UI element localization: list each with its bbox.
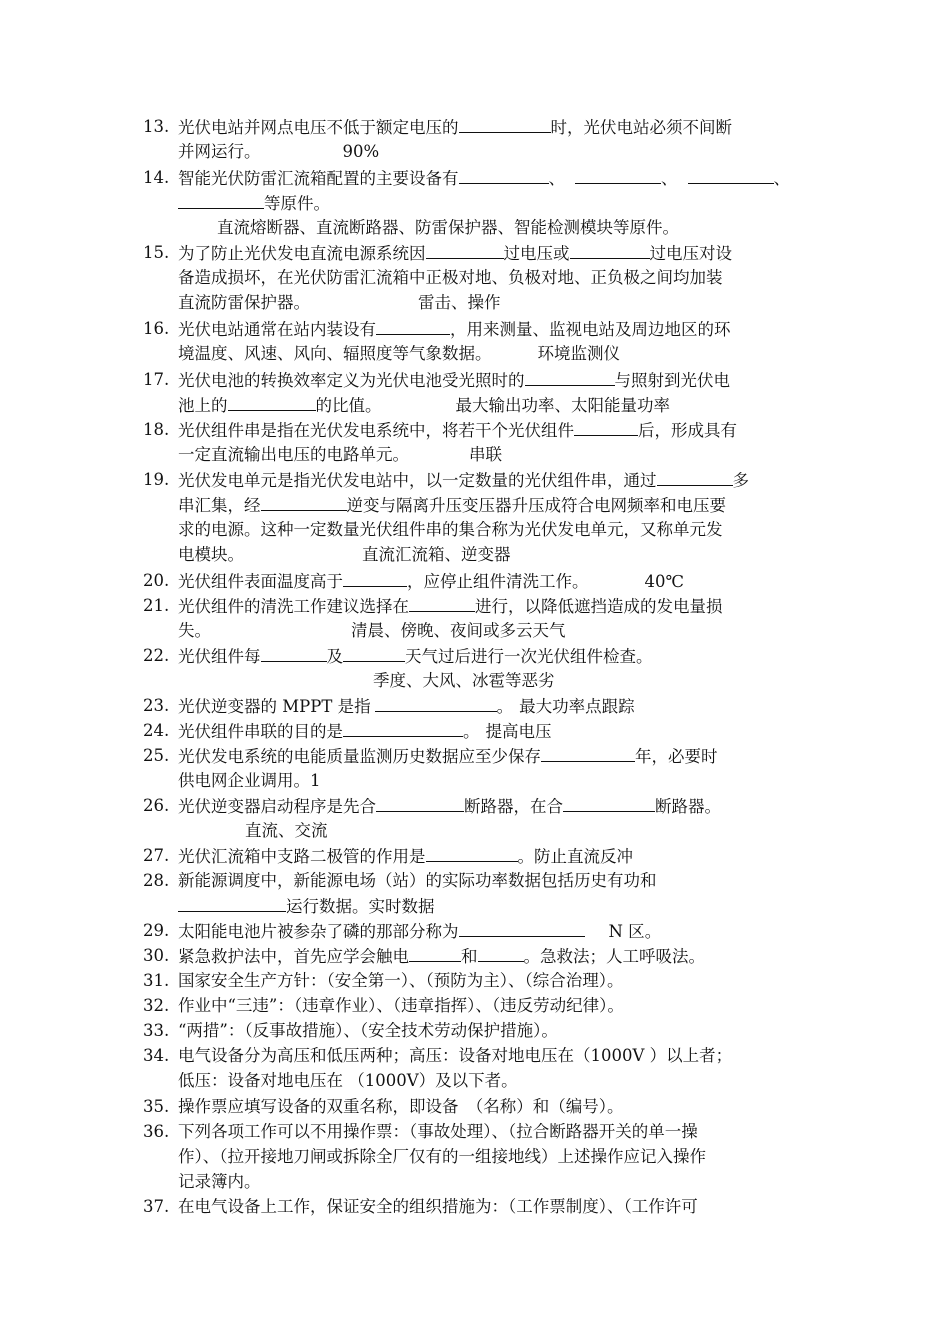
answer-blank [563, 793, 655, 812]
answer-blank [178, 190, 264, 209]
question-number: 31. [143, 971, 170, 990]
answer-blank [688, 165, 774, 184]
answer-text: 直流汇流箱、逆变器 [362, 545, 511, 564]
answer-blank [178, 893, 286, 912]
answer-blank [228, 392, 316, 411]
answer-blank [525, 367, 615, 386]
question-text: 作）、（拉开接地刀闸或拆除全厂仅有的一组接地线）上述操作应记入操作 [178, 1147, 706, 1166]
question-text: 为了防止光伏发电直流电源系统因 [178, 244, 426, 263]
question-text: 多 [732, 471, 749, 490]
question-text: 光伏电站并网点电压不低于额定电压的 [178, 118, 459, 137]
question-text: 光伏组件表面温度高于 [178, 572, 343, 591]
question-text: 后，形成具有 [638, 421, 737, 440]
answer-text: 雷击、操作 [418, 293, 501, 312]
question-text: 国家安全生产方针：（安全第一）、（预防为主）、（综合治理）。 [178, 971, 624, 990]
answer-blank [657, 467, 733, 486]
question-text: 备造成损坏，在光伏防雷汇流箱中正极对地、负极对地、正负极之间均加装 [178, 268, 723, 287]
question-text: 光伏汇流箱中支路二极管的作用是 [178, 847, 426, 866]
answer-blank [478, 943, 524, 962]
answer-blank [261, 492, 347, 511]
question-number: 24. [143, 721, 170, 740]
question-text: 光伏发电单元是指光伏发电站中，以一定数量的光伏组件串，通过 [178, 471, 657, 490]
question-text: 作业中“三违”：（违章作业）、（违章指挥）、（违反劳动纪律）。 [178, 996, 624, 1015]
question-number: 14. [143, 168, 170, 187]
question-text: 天气过后进行一次光伏组件检查。 [405, 647, 653, 666]
answer-text: N 区 [608, 922, 645, 941]
question-text: 进行，以降低遮挡造成的发电量损 [475, 597, 723, 616]
question-text: 太阳能电池片被参杂了磷的那部分称为 [178, 922, 459, 941]
answer-blank [376, 793, 464, 812]
answer-blank [541, 743, 635, 762]
question-number: 27. [143, 846, 170, 865]
question-text: 操作票应填写设备的双重名称，即设备 （名称）和（编号）。 [178, 1097, 624, 1116]
question-text: 时，光伏电站必须不间断 [550, 118, 732, 137]
question-number: 36. [143, 1122, 170, 1141]
question-text: 光伏组件每 [178, 647, 261, 666]
question-text: 断路器，在合 [464, 797, 563, 816]
separator: 、 [773, 169, 790, 188]
question-text: 光伏组件串是指在光伏发电系统中，将若干个光伏组件 [178, 421, 574, 440]
question-number: 17. [143, 370, 170, 389]
question-text: 境温度、风速、风向、辐照度等气象数据。 [178, 344, 492, 363]
question-text: 运行数据。实时数据 [286, 897, 435, 916]
answer-blank [426, 240, 504, 259]
question-number: 16. [143, 319, 170, 338]
question-number: 37. [143, 1197, 170, 1216]
answer-blank [574, 417, 638, 436]
question-text: 与照射到光伏电 [614, 371, 730, 390]
answer-blank [459, 114, 551, 133]
question-text: 过电压或 [503, 244, 570, 263]
question-number: 21. [143, 596, 170, 615]
answer-text: 季度、大风、冰雹等恶劣 [373, 671, 555, 690]
question-text: 光伏电池的转换效率定义为光伏电池受光照时的 [178, 371, 525, 390]
question-number: 26. [143, 796, 170, 815]
question-text: 失。 [178, 621, 211, 640]
question-text: 光伏逆变器的 MPPT 是指 [178, 697, 371, 716]
answer-text: 直流、交流 [245, 821, 328, 840]
question-number: 32. [143, 996, 170, 1015]
question-text: 智能光伏防雷汇流箱配置的主要设备有 [178, 169, 459, 188]
answer-blank [575, 165, 661, 184]
answer-blank [409, 593, 475, 612]
question-text: ，用来测量、监视电站及周边地区的环 [450, 320, 731, 339]
answer-blank [570, 240, 650, 259]
answer-text: 串联 [469, 445, 502, 464]
separator: 、 [661, 169, 678, 188]
question-text: 光伏组件串联的目的是 [178, 722, 343, 741]
answer-blank [409, 943, 461, 962]
question-text: 新能源调度中，新能源电场（站）的实际功率数据包括历史有功和 [178, 871, 657, 890]
question-text: 。 [644, 922, 662, 941]
answer-blank [426, 843, 518, 862]
question-number: 34. [143, 1046, 170, 1065]
answer-text: 90% [342, 142, 380, 161]
question-text: 电模块。 [178, 545, 244, 564]
answer-blank [376, 316, 450, 335]
answer-text: 环境监测仪 [537, 344, 620, 363]
answer-text: 直流熔断器、直流断路器、防雷保护器、智能检测模块等原件。 [217, 218, 679, 237]
separator: 、 [548, 169, 565, 188]
question-number: 35. [143, 1097, 170, 1116]
question-text: “两措”：（反事故措施）、（安全技术劳动保护措施）。 [178, 1021, 558, 1040]
answer-blank [343, 718, 463, 737]
question-number: 18. [143, 420, 170, 439]
question-number: 23. [143, 696, 170, 715]
question-text: 和 [461, 947, 478, 966]
question-text: 光伏组件的清洗工作建议选择在 [178, 597, 409, 616]
question-text: 等原件。 [264, 194, 330, 213]
question-text: 。防止直流反冲 [517, 847, 633, 866]
question-number: 30. [143, 946, 170, 965]
question-text: 。急救法；人工呼吸法。 [523, 947, 705, 966]
question-text: 低压：设备对地电压在 （1000V）及以下者。 [178, 1071, 518, 1090]
question-text: 并网运行。 [178, 142, 261, 161]
question-number: 29. [143, 921, 170, 940]
question-text: 供电网企业调用。1 [178, 771, 321, 790]
question-text: 及 [326, 647, 343, 666]
question-text: 逆变与隔离升压变压器升压成符合电网频率和电压要 [346, 496, 726, 515]
question-text: ，应停止组件清洗工作。 [407, 572, 589, 591]
question-number: 28. [143, 871, 170, 890]
question-number: 15. [143, 243, 170, 262]
answer-text: 清晨、傍晚、夜间或多云天气 [351, 621, 566, 640]
question-text: 。 [463, 722, 480, 741]
question-text: 电气设备分为高压和低压两种；高压：设备对地电压在（1000V ）以上者； [178, 1046, 733, 1065]
question-text: 年，必要时 [635, 747, 718, 766]
answer-blank [343, 643, 405, 662]
question-text: 紧急救护法中，首先应学会触电 [178, 947, 409, 966]
answer-blank [459, 165, 549, 184]
answer-text: 提高电压 [485, 722, 552, 741]
question-text: 过电压对设 [649, 244, 732, 263]
question-text: 记录簿内。 [178, 1172, 261, 1191]
question-text: 光伏逆变器启动程序是先合 [178, 797, 376, 816]
answer-text: 最大输出功率、太阳能量功率 [455, 396, 670, 415]
question-number: 19. [143, 470, 170, 489]
question-text: 的比值。 [315, 396, 382, 415]
question-number: 25. [143, 746, 170, 765]
question-number: 22. [143, 646, 170, 665]
question-text: 池上的 [178, 396, 228, 415]
question-text: 求的电源。这种一定数量光伏组件串的集合称为光伏发电单元，又称单元发 [178, 520, 723, 539]
answer-text: 最大功率点跟踪 [519, 697, 635, 716]
question-text: 串汇集，经 [178, 496, 261, 515]
question-text: 断路器。 [655, 797, 721, 816]
answer-blank [261, 643, 327, 662]
question-text: 一定直流输出电压的电路单元。 [178, 445, 409, 464]
answer-blank [343, 568, 407, 587]
question-text: 直流防雷保护器。 [178, 293, 310, 312]
answer-blank [459, 918, 585, 937]
answer-text: 40℃ [644, 572, 684, 591]
question-number: 33. [143, 1021, 170, 1040]
question-number: 20. [143, 571, 170, 590]
question-text: 。 [496, 697, 514, 716]
question-text: 光伏发电系统的电能质量监测历史数据应至少保存 [178, 747, 541, 766]
question-text: 在电气设备上工作，保证安全的组织措施为：（工作票制度）、（工作许可 [178, 1197, 698, 1216]
question-text: 光伏电站通常在站内装设有 [178, 320, 376, 339]
question-text: 下列各项工作可以不用操作票：（事故处理）、（拉合断路器开关的单一操 [178, 1122, 698, 1141]
answer-blank [375, 693, 497, 712]
question-number: 13. [143, 117, 170, 136]
